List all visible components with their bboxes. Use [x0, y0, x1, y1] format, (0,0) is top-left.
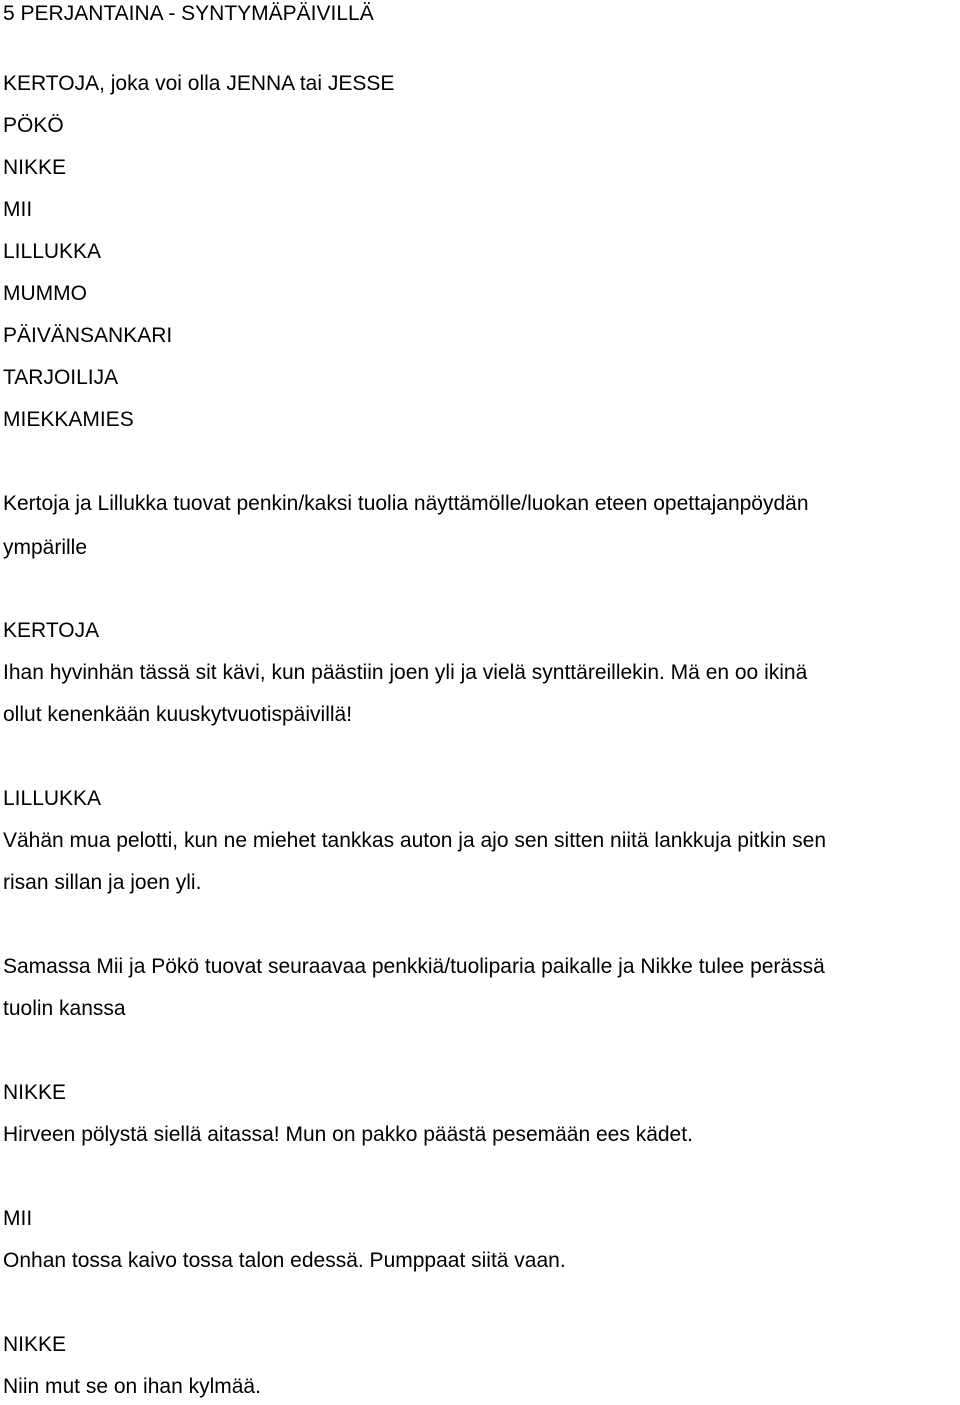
dialogue-line: Vähän mua pelotti, kun ne miehet tankkas auton ja ajo sen sitten niitä lankkuja pitkin sen [3, 829, 827, 852]
cast-item: PÄIVÄNSANKARI [3, 324, 173, 347]
stage-direction-line: Kertoja ja Lillukka tuovat penkin/kaksi tuolia näyttämölle/luokan eteen opettajanpöydän [3, 492, 809, 515]
dialogue-line: ollut kenenkään kuuskytvuotispäivillä! [3, 703, 353, 726]
stage-direction-line: tuolin kanssa [3, 997, 126, 1020]
dialogue-line: Onhan tossa kaivo tossa talon edessä. Pumppaat siitä vaan. [3, 1249, 566, 1272]
scene-title: 5 PERJANTAINA - SYNTYMÄPÄIVILLÄ [3, 2, 374, 25]
cast-item: KERTOJA, joka voi olla JENNA tai JESSE [3, 72, 395, 95]
cast-item: PÖKÖ [3, 114, 64, 137]
speaker-name: LILLUKKA [3, 787, 102, 810]
cast-item: MIEKKAMIES [3, 408, 134, 431]
dialogue-line: Niin mut se on ihan kylmää. [3, 1375, 261, 1398]
dialogue-line: risan sillan ja joen yli. [3, 871, 202, 894]
stage-direction-line: Samassa Mii ja Pökö tuovat seuraavaa penkkiä/tuoliparia paikalle ja Nikke tulee perässä [3, 955, 825, 978]
cast-item: NIKKE [3, 156, 67, 179]
speaker-name: NIKKE [3, 1333, 67, 1356]
stage-direction-line: ympärille [3, 536, 88, 559]
dialogue-line: Ihan hyvinhän tässä sit kävi, kun päästiin joen yli ja vielä synttäreillekin. Mä en oo ikinä [3, 661, 808, 684]
cast-item: LILLUKKA [3, 240, 102, 263]
cast-item: TARJOILIJA [3, 366, 119, 389]
speaker-name: KERTOJA [3, 619, 100, 642]
cast-item: MUMMO [3, 282, 87, 305]
cast-item: MII [3, 198, 33, 221]
dialogue-line: Hirveen pölystä siellä aitassa! Mun on pakko päästä pesemään ees kädet. [3, 1123, 693, 1146]
speaker-name: MII [3, 1207, 33, 1230]
speaker-name: NIKKE [3, 1081, 67, 1104]
